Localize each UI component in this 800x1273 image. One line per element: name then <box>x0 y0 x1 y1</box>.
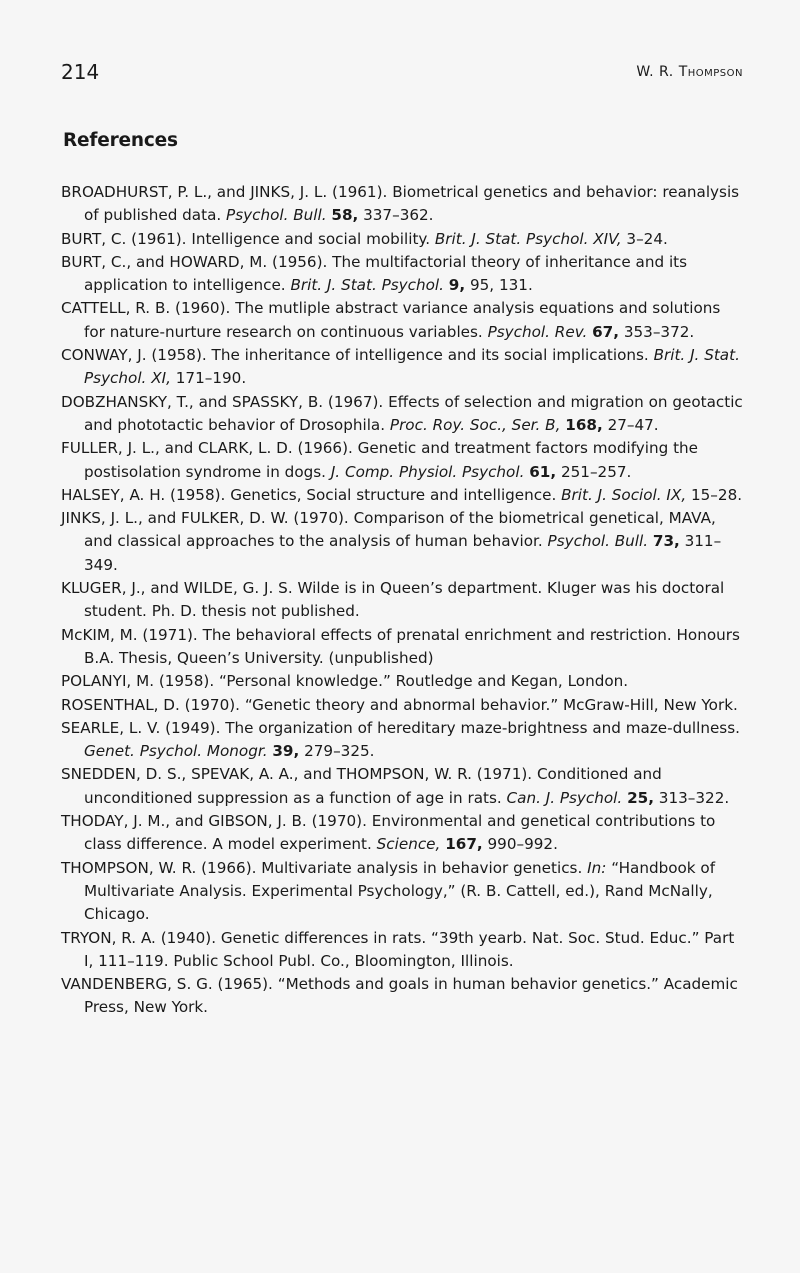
reference-authors: FULLER, J. L., and CLARK, L. D. (1966). <box>61 439 353 458</box>
reference-authors: JINKS, J. L., and FULKER, D. W. (1970). <box>61 509 349 528</box>
reference-authors: SNEDDEN, D. S., SPEVAK, A. A., and THOMPSON, W. R. (1971). <box>61 765 533 784</box>
reference-entry <box>61 391 743 438</box>
reference-entry <box>61 857 743 927</box>
reference-journal: Brit. J. Sociol. IX, <box>561 485 687 504</box>
reference-pages: 353–372. <box>623 322 695 341</box>
reference-volume: 61, <box>529 462 557 481</box>
reference-volume: 67, <box>592 322 620 341</box>
reference-pages: 313–322. <box>658 788 730 807</box>
reference-pages: 990–992. <box>487 835 558 854</box>
running-head <box>61 60 743 84</box>
reference-entry <box>61 577 743 624</box>
reference-volume: 73, <box>652 532 680 551</box>
reference-list <box>61 181 743 1020</box>
reference-title: Genetic and treatment factors modifying the postisolation syndrome in dogs. <box>84 439 698 481</box>
reference-pages: 279–325. <box>304 742 375 761</box>
reference-title: Multivariate analysis in behavior genetics. <box>261 858 583 877</box>
reference-authors: SEARLE, L. V. (1949). <box>61 718 221 737</box>
reference-authors: HALSEY, A. H. (1958). <box>61 485 226 504</box>
reference-pages: 27–47. <box>607 415 659 434</box>
reference-entry <box>61 297 743 344</box>
reference-pages: 171–190. <box>175 369 247 388</box>
reference-journal: Can. J. Psychol. <box>506 788 623 807</box>
reference-pages: 251–257. <box>560 462 632 481</box>
reference-title: The inheritance of intelligence and its social implications. <box>211 346 649 365</box>
reference-entry <box>61 694 743 717</box>
reference-entry <box>61 251 743 298</box>
reference-pages: 3–24. <box>626 229 668 248</box>
reference-authors: THODAY, J. M., and GIBSON, J. B. (1970). <box>61 812 367 831</box>
reference-entry <box>61 717 743 764</box>
reference-entry <box>61 181 743 228</box>
reference-authors: ROSENTHAL, D. (1970). <box>61 695 240 714</box>
reference-entry <box>61 344 743 391</box>
reference-title: “Personal knowledge.” Routledge and Kegan, London. <box>219 672 629 691</box>
reference-title: The mutliple abstract variance analysis equations and solutions for nature-nurture research on continuous variables. <box>84 299 721 341</box>
reference-pages: 337–362. <box>363 206 434 225</box>
reference-entry <box>61 624 743 671</box>
reference-authors: THOMPSON, W. R. (1966). <box>61 858 257 877</box>
reference-entry <box>61 670 743 693</box>
reference-title: Intelligence and social mobility. <box>191 229 431 248</box>
page-number: 214 <box>61 60 100 84</box>
reference-journal: Brit. J. Stat. Psychol. XIV, <box>434 229 622 248</box>
reference-authors: POLANYI, M. (1958). <box>61 672 215 691</box>
reference-authors: McKIM, M. (1971). <box>61 625 198 644</box>
reference-journal: In: <box>587 858 607 877</box>
reference-pages: 95, 131. <box>469 276 533 295</box>
reference-entry <box>61 507 743 577</box>
reference-volume: 58, <box>331 206 359 225</box>
reference-journal: Proc. Roy. Soc., Ser. B, <box>389 415 561 434</box>
reference-pages: 15–28. <box>690 485 743 504</box>
reference-journal: Brit. J. Stat. Psychol. XI, <box>84 346 740 388</box>
reference-title: “Genetic theory and abnormal behavior.” McGraw-Hill, New York. <box>244 695 738 714</box>
reference-title: The behavioral effects of prenatal enrichment and restriction. Honours B.A. Thesis, Queen’s University. (unpublished) <box>84 625 740 667</box>
reference-authors: BURT, C. (1961). <box>61 229 187 248</box>
reference-authors: BROADHURST, P. L., and JINKS, J. L. (1961). <box>61 183 388 201</box>
reference-journal: Psychol. Rev. <box>487 322 588 341</box>
reference-title: “Methods and goals in human behavior genetics.” Academic Press, New York. <box>84 975 738 1017</box>
reference-pages: “Handbook of Multivariate Analysis. Experimental Psychology,” (R. B. Cattell, ed.), Rand McNally, Chicago. <box>84 858 716 924</box>
reference-title: Environmental and genetical contributions to class difference. A model experiment. <box>84 812 716 854</box>
reference-title: Genetic differences in rats. “39th yearb. Nat. Soc. Stud. Educ.” Part I, 111–119. Public School Publ. Co., Bloomington, Illinois. <box>84 928 735 970</box>
reference-entry <box>61 810 743 857</box>
reference-authors: TRYON, R. A. (1940). <box>61 928 217 947</box>
reference-entry <box>61 437 743 484</box>
reference-title: The multifactorial theory of inheritance and its application to intelligence. <box>84 252 688 295</box>
reference-journal: Genet. Psychol. Monogr. <box>84 742 268 761</box>
reference-authors: DOBZHANSKY, T., and SPASSKY, B. (1967). <box>61 392 384 411</box>
reference-entry <box>61 484 743 507</box>
reference-journal: J. Comp. Physiol. Psychol. <box>330 462 525 481</box>
reference-volume: 39, <box>272 742 300 761</box>
reference-pages: 311–349. <box>84 532 722 574</box>
reference-journal: Brit. J. Stat. Psychol. <box>290 276 444 295</box>
reference-authors: BURT, C., and HOWARD, M. (1956). <box>61 252 328 271</box>
reference-volume: 168, <box>565 415 603 434</box>
reference-title: Wilde is in Queen’s department. Kluger was his doctoral student. Ph. D. thesis not published. <box>84 579 725 621</box>
reference-volume: 167, <box>445 835 483 854</box>
reference-title: Conditioned and unconditioned suppression as a function of age in rats. <box>84 765 662 807</box>
reference-journal: Psychol. Bull. <box>226 206 327 225</box>
reference-title: Effects of selection and migration on geotactic and phototactic behavior of Drosophila. <box>84 392 743 434</box>
reference-title: Genetics, Social structure and intelligence. <box>230 485 557 504</box>
running-head-author: W. R. Thompson <box>636 64 743 80</box>
reference-entry <box>61 973 743 1020</box>
reference-authors: KLUGER, J., and WILDE, G. J. S. <box>61 579 293 598</box>
reference-entry <box>61 927 743 974</box>
reference-title: The organization of hereditary maze-brightness and maze-dullness. <box>225 718 740 737</box>
reference-entry <box>61 228 743 251</box>
section-heading: References <box>63 130 178 151</box>
reference-authors: VANDENBERG, S. G. (1965). <box>61 975 273 994</box>
reference-entry <box>61 763 743 810</box>
reference-journal: Psychol. Bull. <box>547 532 649 551</box>
reference-title: Comparison of the biometrical genetical, MAVA, and classical approaches to the analysis of human behavior. <box>84 509 716 551</box>
reference-authors: CONWAY, J. (1958). <box>61 346 207 365</box>
reference-volume: 25, <box>627 788 654 807</box>
reference-journal: Science, <box>376 835 441 854</box>
reference-title: Biometrical genetics and behavior: reanalysis of published data. <box>84 183 740 225</box>
reference-volume: 9, <box>448 276 466 295</box>
reference-authors: CATTELL, R. B. (1960). <box>61 299 231 318</box>
